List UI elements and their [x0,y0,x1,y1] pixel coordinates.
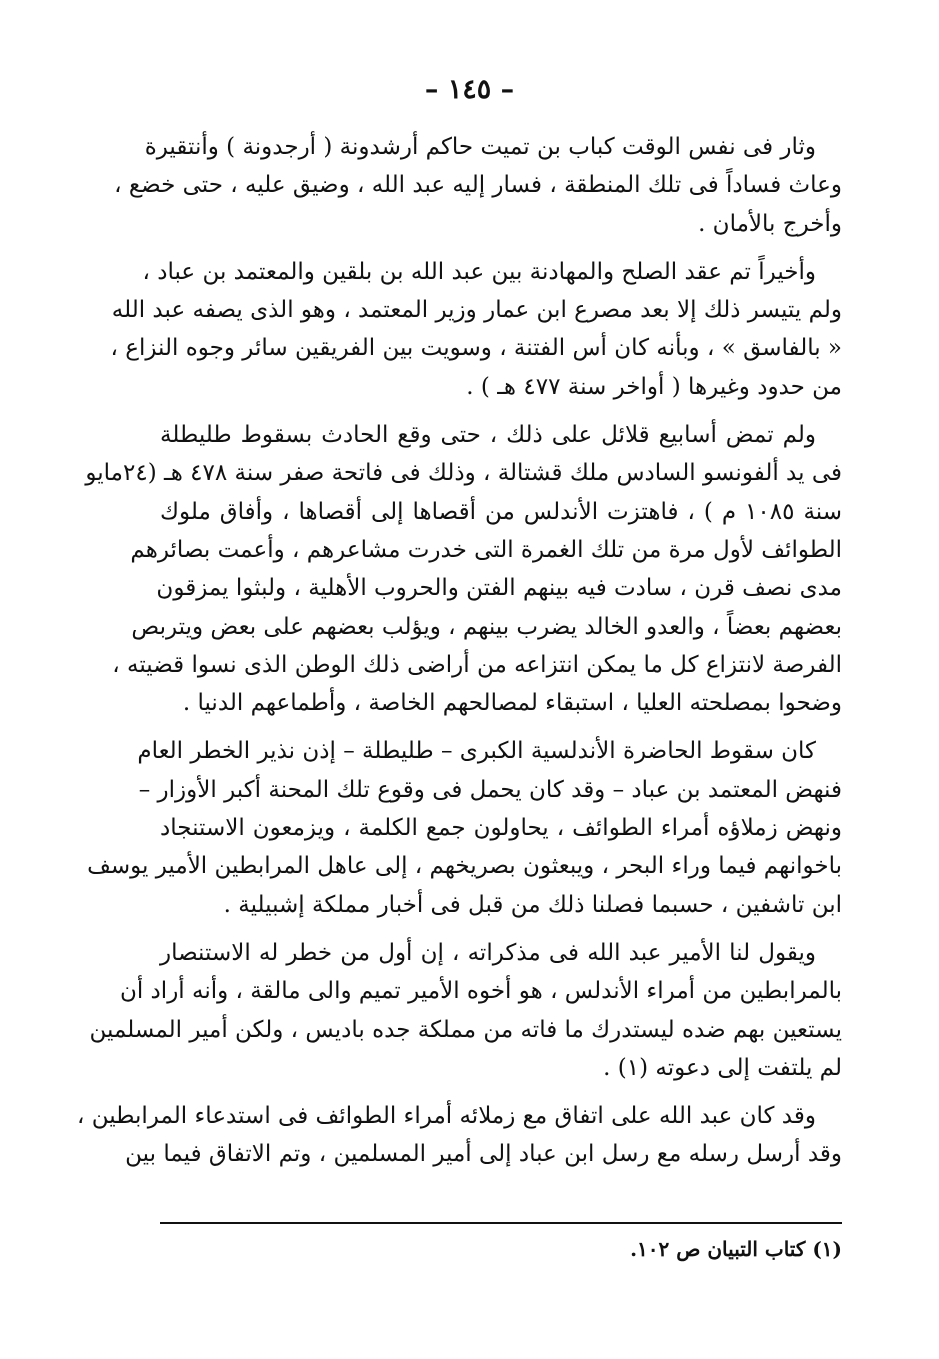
paragraph [110,253,842,406]
text-line: باخوانهم فيما وراء البحر ، ويبعثون بصريخهم ، إلى عاهل المرابطين الأمير يوسف [87,853,842,880]
body-text [76,128,842,1184]
text-line: كان سقوط الحاضرة الأندلسية الكبرى – طليطلة – إذن نذير الخطر العام [137,738,816,765]
paragraph [87,732,842,923]
text-line: وثار فى نفس الوقت كباب بن تميت حاكم أرشدونة ( أرجدونة ) وأنتقيرة [144,134,816,160]
text-line: ويقول لنا الأمير عبد الله فى مذكراته ، إن أول من خطر له الاستنصار [160,939,816,966]
text-line: وقد كان عبد الله على اتفاق مع زملائه أمراء الطوائف فى استدعاء المرابطين ، [76,1103,816,1130]
footnote-divider [160,1222,842,1224]
text-line: وأخرج بالأمان . [698,210,842,237]
text-line: سنة ١٠٨٥ م ) ، فاهتزت الأندلس من أقصاها إلى أقصاها ، وأفاق ملوك [160,498,842,525]
text-line: فى يد ألفونسو السادس ملك قشتالة ، وذلك فى فاتحة صفر سنة ٤٧٨ هـ (٢٤مايو [85,460,842,487]
text-line: وعاث فساداً فى تلك المنطقة ، فسار إليه عبد الله ، وضيق عليه ، حتى خضع ، [114,172,842,199]
text-line: ولم تمض أسابيع قلائل على ذلك ، حتى وقع الحادث بسقوط طليطلة [160,422,816,449]
text-line: الطوائف لأول مرة من تلك الغمرة التى خدرت مشاعرهم ، وأعمت بصائرهم [130,536,842,563]
paragraph [114,128,842,243]
footnote: (١) كتاب التبيان ص ١٠٢. [630,1237,842,1261]
text-line: ولم يتيسر ذلك إلا بعد مصرع ابن عمار وزير المعتمد ، وهو الذى يصفه عبد الله [111,297,842,324]
text-line: فنهض المعتمد بن عباد – وقد كان يحمل فى وقوع تلك المحنة أكبر الأوزار – [138,776,842,803]
text-line: وقد أرسل رسله مع رسل ابن عباد إلى أمير المسلمين ، وتم الاتفاق فيما بين [125,1141,842,1168]
text-line: وأخيراً تم عقد الصلح والمهادنة بين عبد الله بن بلقين والمعتمد بن عباد ، [142,258,816,285]
paragraph [76,1097,842,1174]
paragraph [89,934,842,1087]
text-line: « بالفاسق » ، وبأنه كان أس الفتنة ، وسويت بين الفريقين سائر وجوه النزاع ، [110,335,842,362]
page-number: – ١٤٥ – [424,74,515,105]
text-line: لم يلتفت إلى دعوته (١) . [603,1054,842,1081]
paragraph [85,416,842,722]
text-line: الفرصة لانتزاع كل ما يمكن انتزاعه من أراضى ذلك الوطن الذى نسوا قضيته ، [112,651,842,678]
text-line: من حدود وغيرها ( أواخر سنة ٤٧٧ هـ ) . [466,373,842,400]
text-line: بالمرابطين من أمراء الأندلس ، هو أخوه الأمير تميم والى مالقة ، وأنه أراد أن [119,978,842,1005]
text-line: ابن تاشفين ، حسبما فصلنا ذلك من قبل فى أخبار مملكة إشبيلية . [223,891,842,918]
text-line: بعضهم بعضاً ، والعدو الخالد يضرب بينهم ، ويؤلب بعضهم على بعض ويتربص [131,613,842,640]
text-line: وضحوا بمصلحته العليا ، استبقاء لمصالحهم الخاصة ، وأطماعهم الدنيا . [182,690,842,717]
text-line: ونهض زملاؤه أمراء الطوائف ، يحاولون جمع الكلمة ، ويزمعون الاستنجاد [160,815,842,842]
text-line: مدى نصف قرن ، سادت فيه بينهم الفتن والحروب الأهلية ، ولبثوا يمزقون [156,575,842,602]
text-line: يستعين بهم ضده ليستدرك ما فاته من مملكة جده باديس ، ولكن أمير المسلمين [89,1016,842,1043]
